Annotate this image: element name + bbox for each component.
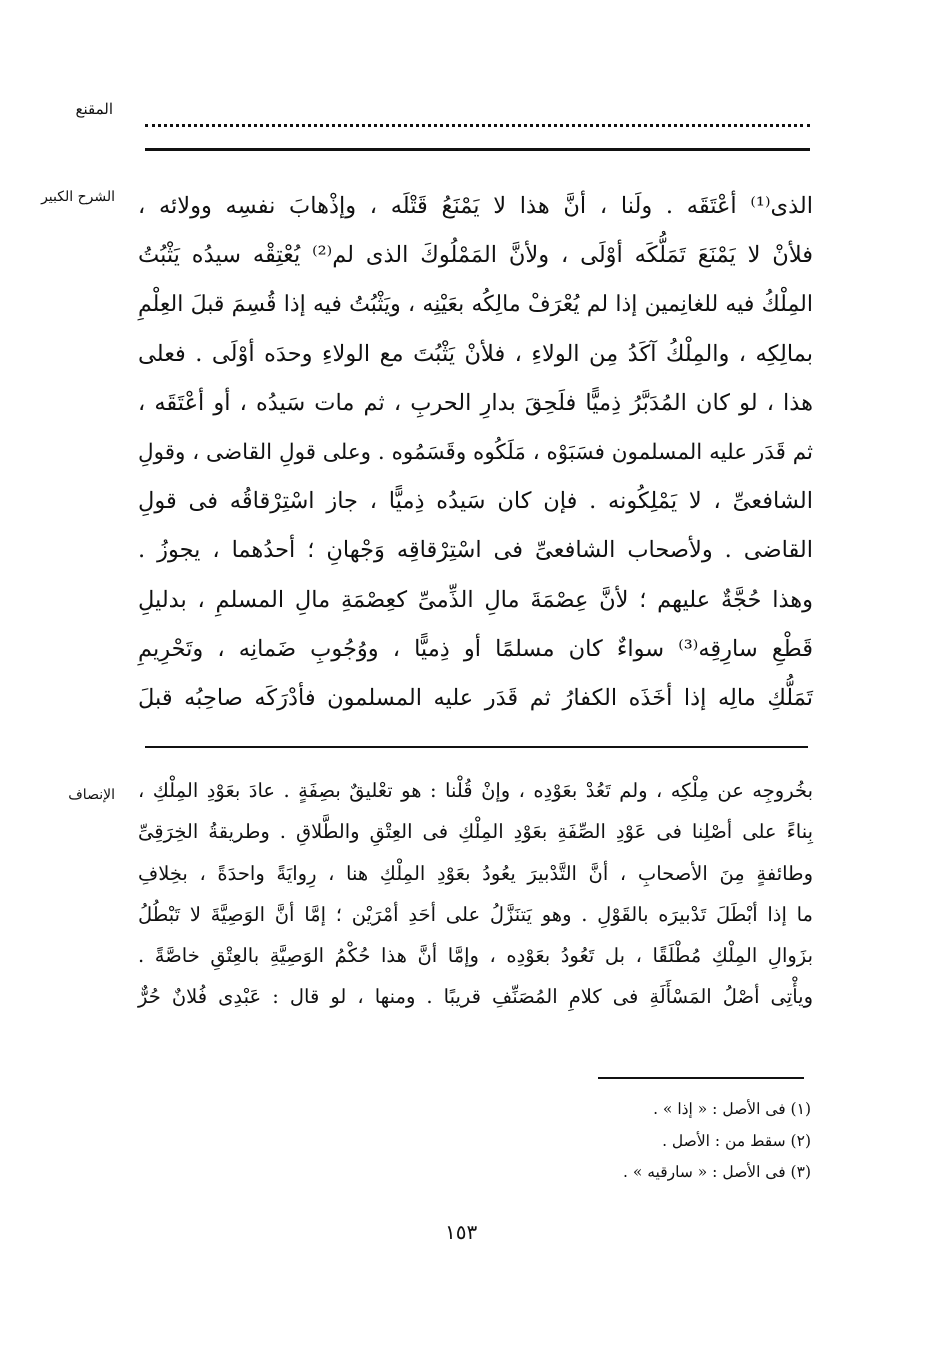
footnote: (٢) سقط من : الأصل . <box>662 1132 811 1150</box>
section-divider <box>145 746 808 748</box>
text-line: المِلْكُ فيه للغانِمين إذا لم يُعْرَفْ مالِكُه بعَيْنِه ، ويَثْبُتُ فيه إذا قُسِمَ قبلَ العِلْمِ <box>138 292 813 318</box>
text-line: ثم قَدَر عليه المسلمون فسَبَوْه ، مَلَكُوه وقَسَمُوه . وعلى قولِ القاضى ، وقولِ <box>138 440 813 466</box>
text-line: هذا ، لو كان المُدَبَّرُ ذِميًّا فلَحِقَ بدارِ الحربِ ، ثم مات سَيدُه ، أو أعْتَقَه ، <box>138 389 813 416</box>
text-line: ويأْتِى أصْلُ المَسْأَلَةِ فى كلامِ المُصَنِّفِ قريبًا . ومنها ، لو قال : عَبْدِى فُلانٌ حُرٌّ <box>138 985 813 1009</box>
footnote: (١) فى الأصل : « إذا » . <box>653 1100 811 1118</box>
text-line: الشافعىِّ ، لا يَمْلِكُونه . فإن كان سَيدُه ذِميًّا ، جاز اسْتِرْقاقُه فى قولِ <box>138 488 813 515</box>
text-line: قَطْعِ سارِقِه⁽³⁾ سواءٌ كان مسلمًا أو ذِميًّا ، ووُجُوبِ ضَمانِه ، وتَحْرِيمِ <box>138 635 814 662</box>
insaf-label: الإنصاف <box>68 787 115 803</box>
footnote: (٣) فى الأصل : « سارقيه » . <box>622 1163 811 1181</box>
text-line: بخُروجِه عن مِلْكِه ، ولم تَعُدْ بعَوْدِه ، وإنْ قُلْنا : هو تعْليقٌ بصِفَةٍ . عادَ بعَوْدِ المِلْكِ ، <box>138 779 813 802</box>
text-line: الذى⁽¹⁾ أعْتَقَه . ولَنا ، أنَّ هذا لا يَمْنَعُ قَتْلَه ، وإذْهابَ نفسِه وولائه ، <box>138 193 813 219</box>
text-line: وهذا حُجَّةٌ عليهم ؛ لأنَّ عِصْمَةَ مالِ الذِّمىِّ كعِصْمَةِ مالِ المسلمِ ، بدليلِ <box>138 586 813 613</box>
sharh-kabir-label: الشرح الكبير <box>41 189 115 205</box>
footnote-rule <box>598 1077 804 1079</box>
page-number: ١٥٣ <box>445 1220 478 1244</box>
text-line: بِناءً على أصْلِنا فى عَوْدِ الصِّفَةِ بعَوْدِ المِلْكِ فى العِتْقِ والطَّلاقِ . وطريقةُ الخِرَقِىِّ <box>138 820 813 844</box>
text-line: بمالِكِه ، والمِلْكُ آكَدُ مِن الولاءِ ، فلأنْ يَثْبُتَ مع الولاءِ وحدَه أوْلَى . فعلى <box>138 340 813 367</box>
text-line: فلأنْ لا يَمْنَعَ تَمَلُّكَه أوْلَى ، ولأنَّ المَمْلُوكَ الذى لم⁽²⁾ يُعْتِقْه سيدُه يَثْبُتُ <box>138 242 814 269</box>
text-line: وطائفةٍ مِنَ الأصحابِ ، أنَّ التَّدْبيرَ يعُودُ بعَوْدِ المِلْكِ هنا ، رِوايَةً واحدَةً ، بخِلافِ <box>138 861 813 885</box>
text-line: تَمَلُّكِ مالِه إذا أخَذَه الكفارُ ثم قَدَر عليه المسلمون فأدْرَكَه صاحِبُه قبلَ <box>138 685 813 712</box>
text-line: بزَوالِ المِلْكِ مُطْلَقًا ، بل تَعُودُ بعَوْدِه ، وإمَّا أنَّ هذا حُكْمُ الوَصِيَّةِ بالعِتْقِ خاصَّةً . <box>138 944 813 968</box>
text-line: القاضى . ولأصحاب الشافعىِّ فى اسْتِرْقاقِه وَجْهانِ ؛ أحدُهما ، يجوزُ . <box>138 537 813 564</box>
header-dotted-rule <box>145 110 810 127</box>
sharh-kabir-body <box>138 182 813 723</box>
book-title-header: المقنع <box>75 100 113 118</box>
insaf-body <box>138 770 813 1018</box>
header-rule <box>145 148 810 151</box>
text-line: ما إذا أبْطَلَ تَدْبيرَه بالقَوْلِ . وهو يَتنَزَّلُ على أحَدِ أمْرَيْن ؛ إمَّا أنَّ الوَصِيَّةَ لا تَبْطُلُ <box>138 902 813 926</box>
